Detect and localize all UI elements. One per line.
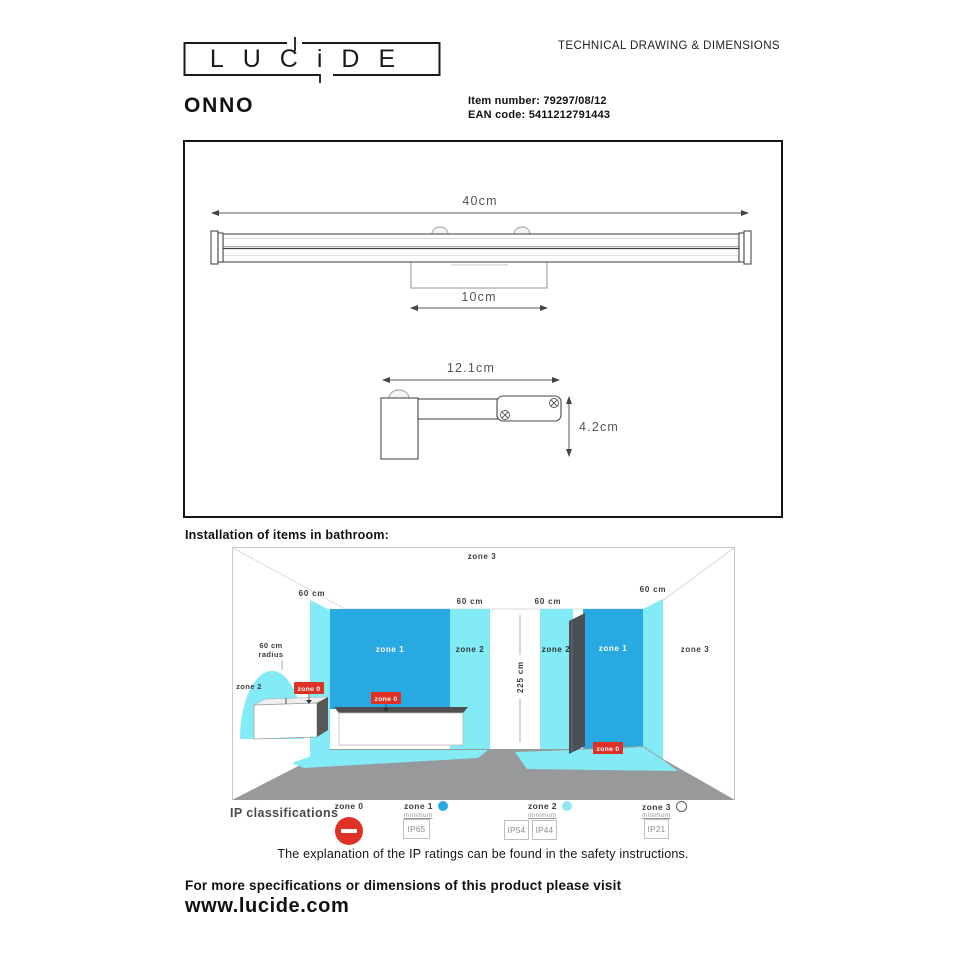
zone2-left-label: zone 2 — [455, 645, 485, 654]
front-view — [211, 194, 751, 308]
radius-label-line1: 60 cm — [259, 641, 283, 650]
technical-drawing — [185, 142, 781, 516]
ip65-rating-box: IP65 — [403, 819, 430, 839]
ean-row — [468, 109, 610, 123]
item-number-label: Item number: — [468, 95, 541, 107]
legend-zone2-label: zone 2 — [528, 801, 557, 811]
footer-text: For more specifications or dimensions of this product please visit — [185, 878, 622, 893]
dim-60cm-mid-left: 60 cm — [456, 597, 484, 606]
zone0-badge-bathtub-label: zone 0 — [374, 696, 398, 703]
zone2-dot-icon — [562, 801, 572, 811]
dim-label-10cm: 10cm — [461, 290, 497, 304]
no-entry-bar — [341, 829, 357, 834]
zone2-right-label: zone 2 — [541, 645, 571, 654]
legend-zone0-label: zone 0 — [334, 801, 364, 811]
legend-zone1 — [404, 801, 448, 811]
bathroom-heading: Installation of items in bathroom: — [185, 528, 390, 542]
side-arm — [418, 399, 502, 419]
dim-60cm-top-right: 60 cm — [639, 585, 667, 594]
side-wall-plate — [381, 398, 418, 459]
zone2-sink-label: zone 2 — [236, 682, 262, 691]
dim-60cm-top-left: 60 cm — [298, 589, 326, 598]
ip-classifications-title: IP classifications — [230, 806, 339, 820]
radius-label-line2: radius — [258, 650, 284, 659]
legend-zone3 — [642, 801, 687, 812]
ean-value: 5411212791443 — [528, 108, 611, 121]
legend-zone1-label: zone 1 — [404, 801, 433, 811]
website-link[interactable]: www.lucide.com — [185, 895, 350, 917]
item-info — [468, 95, 610, 122]
bathtub-rim — [334, 707, 468, 713]
zone0-badge-shower-label: zone 0 — [596, 746, 620, 753]
logo-text: LUCiDE — [209, 45, 415, 73]
item-number-value: 79297/08/12 — [543, 95, 607, 107]
side-screw-bump — [389, 390, 409, 398]
item-number-row — [468, 95, 610, 109]
product-name: ONNO — [184, 94, 255, 117]
end-cap-right-outer — [744, 231, 751, 264]
zone1-bath-label: zone 1 — [375, 645, 405, 654]
ip-ratings-note: The explanation of the IP ratings can be found in the safety instructions. — [277, 847, 689, 861]
zone2-strip-right — [540, 609, 573, 750]
dim-label-12-1cm: 12.1cm — [446, 361, 496, 375]
dim-label-40cm: 40cm — [462, 194, 498, 208]
dim-label-4-2cm: 4.2cm — [579, 420, 620, 434]
legend-zone3-minimum: minimum — [642, 812, 671, 819]
legend-zone2-minimum: minimum — [528, 812, 557, 819]
dim-60cm-mid-right: 60 cm — [534, 597, 562, 606]
washbasin-side — [317, 697, 328, 737]
screw-bump-left — [432, 227, 448, 234]
side-view — [381, 361, 619, 459]
legend-zone2 — [528, 801, 572, 811]
washbasin-front — [254, 703, 317, 739]
technical-drawing-box — [183, 140, 783, 518]
end-cap-right-inner — [739, 233, 744, 262]
end-cap-left-outer — [211, 231, 218, 264]
end-cap-left-inner — [218, 233, 223, 262]
zone3-dot-icon — [676, 801, 687, 812]
ip21-rating-box: IP21 — [644, 819, 669, 839]
zone2-right-corner-strip — [643, 599, 663, 759]
wall-bracket — [411, 260, 547, 288]
shower-door — [569, 613, 585, 754]
no-entry-icon — [335, 817, 363, 845]
ip54-rating-box: IP54 — [504, 820, 529, 840]
dim-label-225cm: 225 cm — [516, 661, 525, 693]
zone1-shower-wall — [583, 609, 643, 750]
legend-zone1-minimum: minimum — [404, 812, 433, 819]
bathroom-zones-diagram — [232, 547, 735, 800]
ip44-rating-box: IP44 — [532, 820, 557, 840]
ean-label: EAN code: — [468, 108, 526, 121]
zone0-badge-sink-label: zone 0 — [297, 686, 321, 693]
zone1-shower-label: zone 1 — [598, 644, 628, 653]
zone3-wall-label: zone 3 — [680, 645, 710, 654]
legend-zone3-label: zone 3 — [642, 801, 671, 812]
screw-bump-right — [514, 227, 530, 234]
bathtub-front — [339, 713, 463, 745]
lucide-logo — [183, 36, 441, 86]
zone3-ceiling-label: zone 3 — [467, 552, 497, 561]
document-title: TECHNICAL DRAWING & DIMENSIONS — [558, 40, 780, 52]
zone1-dot-icon — [438, 801, 448, 811]
